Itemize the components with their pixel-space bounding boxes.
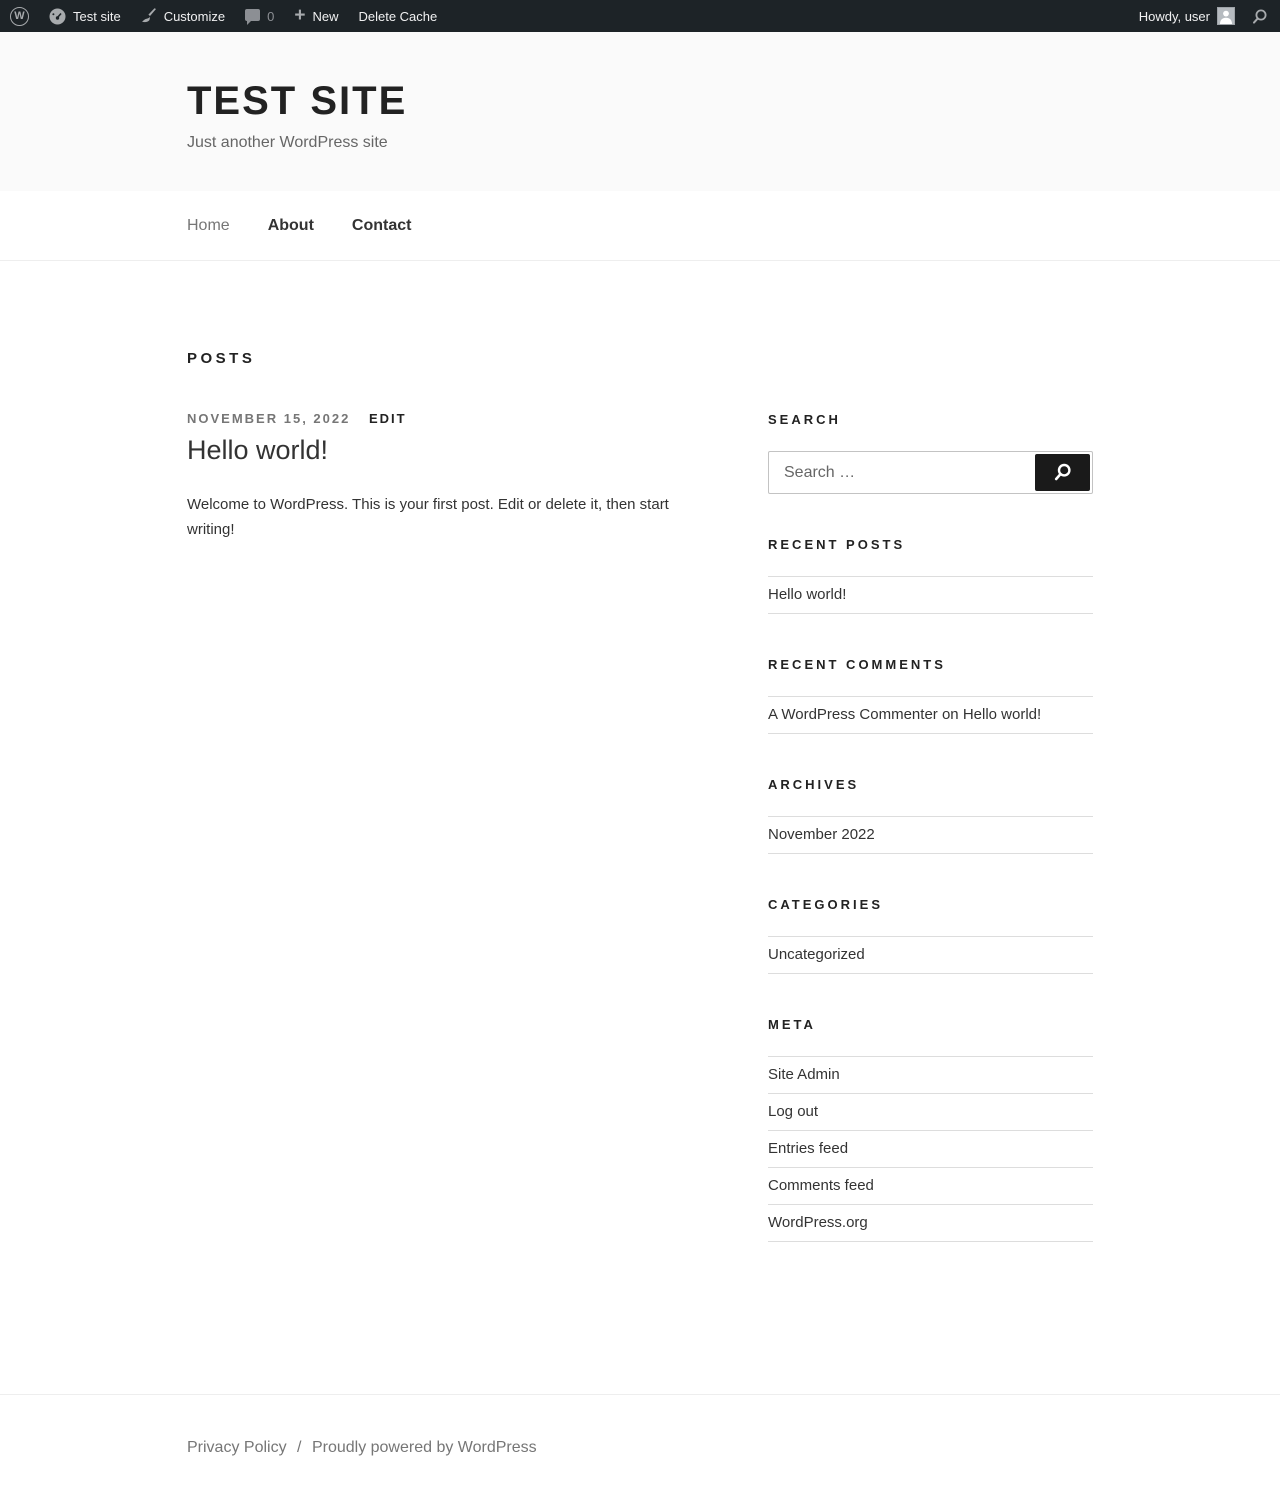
avatar bbox=[1217, 7, 1235, 25]
admin-bar-comments[interactable] bbox=[235, 0, 284, 32]
admin-bar bbox=[0, 0, 1280, 32]
admin-bar-site-menu[interactable] bbox=[39, 0, 131, 32]
site-icon bbox=[49, 8, 66, 25]
post-article bbox=[187, 412, 701, 542]
search-widget bbox=[768, 413, 1093, 494]
wordpress-logo-icon: W bbox=[10, 7, 29, 26]
meta-widget bbox=[768, 1018, 1093, 1242]
comments-bubble-icon bbox=[245, 9, 260, 21]
admin-bar-new[interactable] bbox=[284, 0, 348, 32]
search-widget-title: SEARCH bbox=[768, 412, 841, 427]
howdy-text: Howdy, user bbox=[1138, 8, 1210, 24]
posts-column bbox=[187, 351, 701, 1286]
nav-item-contact[interactable]: Contact bbox=[351, 216, 412, 234]
list-item bbox=[768, 937, 1093, 974]
powered-by-link[interactable]: Proudly powered by WordPress bbox=[311, 1439, 537, 1456]
comment-author-link[interactable]: A WordPress Commenter bbox=[768, 706, 938, 723]
footer-separator: / bbox=[297, 1439, 302, 1456]
meta-site-admin-link[interactable]: Site Admin bbox=[768, 1066, 840, 1083]
site-tagline: Just another WordPress site bbox=[187, 134, 388, 151]
recent-posts-widget bbox=[768, 538, 1093, 614]
nav-item-home[interactable]: Home bbox=[187, 216, 230, 234]
recent-posts-title: RECENT POSTS bbox=[768, 537, 906, 552]
site-title[interactable]: TEST SITE bbox=[187, 79, 408, 123]
list-item bbox=[768, 1131, 1093, 1168]
sidebar bbox=[768, 413, 1093, 1286]
main-content bbox=[0, 261, 1280, 1394]
wp-logo-menu[interactable] bbox=[0, 0, 39, 32]
categories-widget bbox=[768, 898, 1093, 974]
list-item bbox=[768, 1168, 1093, 1205]
archives-widget bbox=[768, 778, 1093, 854]
plus-icon: + bbox=[294, 4, 306, 26]
comment-post-link[interactable]: Hello world! bbox=[962, 706, 1042, 723]
site-header bbox=[0, 32, 1280, 191]
list-item bbox=[768, 1205, 1093, 1242]
entry-meta bbox=[187, 412, 701, 425]
meta-comments-feed-link[interactable]: Comments feed bbox=[768, 1177, 874, 1194]
admin-bar-account-menu[interactable] bbox=[1129, 0, 1245, 32]
admin-bar-site-name: Test site bbox=[73, 8, 121, 24]
meta-title: META bbox=[768, 1017, 816, 1032]
nav-item-about[interactable]: About bbox=[267, 216, 314, 234]
post-title-link[interactable]: Hello world! bbox=[187, 435, 329, 465]
list-item bbox=[768, 1094, 1093, 1131]
main-navigation bbox=[0, 191, 1280, 261]
customize-label: Customize bbox=[163, 8, 226, 24]
page-title: POSTS bbox=[187, 350, 256, 367]
categories-title: CATEGORIES bbox=[768, 897, 883, 912]
list-item bbox=[768, 1057, 1093, 1094]
privacy-policy-link[interactable]: Privacy Policy bbox=[187, 1439, 287, 1456]
recent-comments-widget bbox=[768, 658, 1093, 734]
search-form bbox=[768, 451, 1093, 494]
admin-bar-search-button[interactable] bbox=[1245, 0, 1280, 32]
post-date-link[interactable]: NOVEMBER 15, 2022 bbox=[187, 411, 351, 426]
customize-brush-icon bbox=[141, 8, 157, 24]
archives-title: ARCHIVES bbox=[768, 777, 860, 792]
new-label: New bbox=[312, 8, 339, 24]
search-icon bbox=[1251, 8, 1268, 25]
search-submit-icon bbox=[1052, 462, 1073, 483]
admin-bar-delete-cache[interactable] bbox=[348, 0, 447, 32]
meta-wordpress-org-link[interactable]: WordPress.org bbox=[768, 1214, 868, 1231]
recent-comments-title: RECENT COMMENTS bbox=[768, 657, 946, 672]
recent-post-link[interactable]: Hello world! bbox=[768, 586, 847, 603]
archive-link[interactable]: November 2022 bbox=[768, 826, 875, 843]
comment-count: 0 bbox=[267, 8, 275, 24]
list-item bbox=[768, 577, 1093, 614]
post-edit-link[interactable]: EDIT bbox=[368, 411, 407, 426]
admin-bar-customize[interactable] bbox=[131, 0, 235, 32]
meta-entries-feed-link[interactable]: Entries feed bbox=[768, 1140, 849, 1157]
search-submit-button[interactable] bbox=[1035, 454, 1090, 491]
post-content: Welcome to WordPress. This is your first post. Edit or delete it, then start writing! bbox=[187, 496, 669, 538]
comment-connector: on bbox=[941, 706, 959, 723]
delete-cache-label: Delete Cache bbox=[358, 8, 438, 24]
list-item bbox=[768, 697, 1093, 734]
list-item bbox=[768, 817, 1093, 854]
meta-log-out-link[interactable]: Log out bbox=[768, 1103, 819, 1120]
category-link[interactable]: Uncategorized bbox=[768, 946, 865, 963]
